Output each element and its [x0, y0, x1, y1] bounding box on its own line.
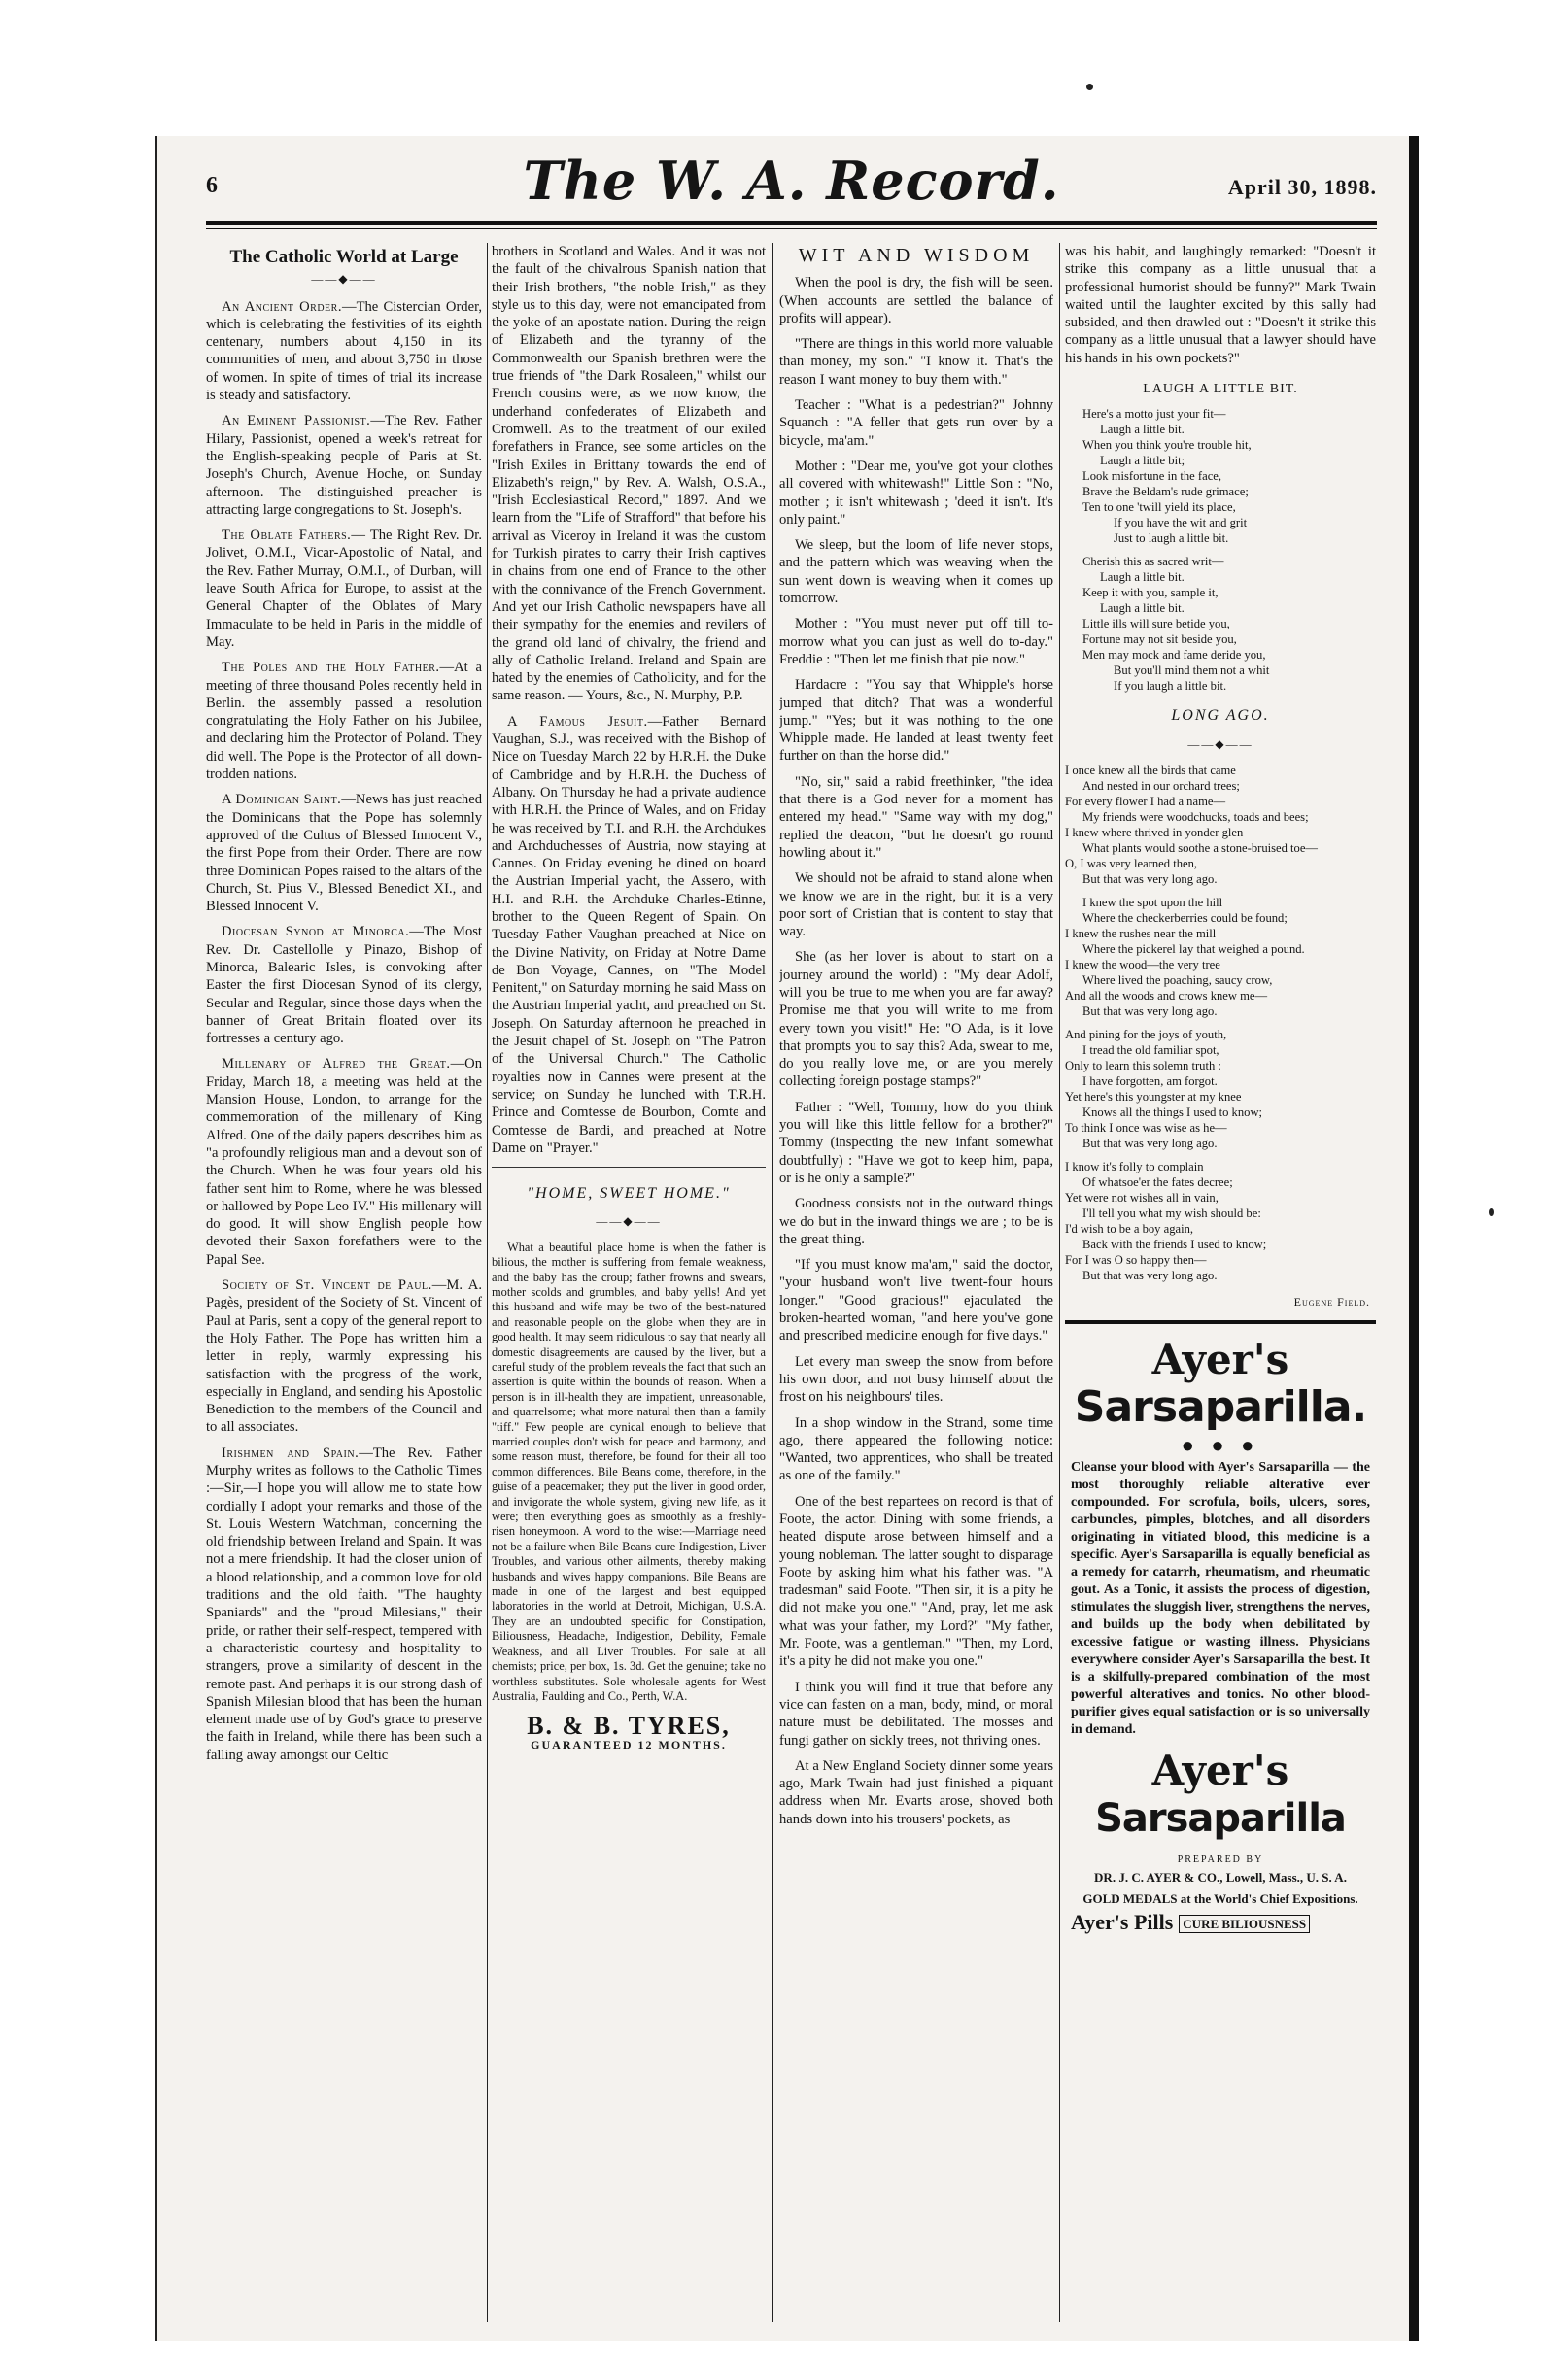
poem-line: When you think you're trouble hit,: [1082, 438, 1252, 453]
item-lead: Millenary of Alfred the Great.: [222, 1056, 451, 1072]
ornament-divider-icon: ——◆——: [1187, 736, 1253, 751]
item-text: —On Friday, March 18, a meeting was held at the Mansion House, London, to arrange for the commemoration of the millenary of King Alfred. One of the daily papers describes him as "a profoundly religious man and a devout son of the Church. When he was four years old his father sent him to Rome, where he was blessed or hallowed by Pope Leo IV." His millenary will do good. It will show English people how devoted their Saxon forefathers were to the Papal See.: [206, 1056, 482, 1268]
poem-author: Eugene Field.: [1293, 1294, 1370, 1309]
poem-line: Knows all the things I used to know;: [1082, 1105, 1263, 1119]
poem-line: I knew where thrived in yonder glen: [1065, 825, 1244, 839]
item-lead: An Ancient Order.: [222, 298, 342, 315]
print-speck: [1489, 1208, 1494, 1216]
tyres-title: B. & B. TYRES,: [527, 1712, 731, 1741]
poem-line: Where the pickerel lay that weighed a pound.: [1082, 941, 1305, 956]
wit-paragraph: Teacher : "What is a pedestrian?" Johnny Squanch : "A feller that gets run over by a bicycle, ma'am.": [779, 397, 1053, 449]
news-item: [206, 527, 482, 651]
tyres-advert: [492, 1712, 766, 1753]
poem-line: Men may mock and fame deride you,: [1082, 648, 1266, 663]
ad-pills-name: Ayer's Pills: [1071, 1910, 1174, 1935]
page-number: 6: [206, 173, 218, 198]
poem-line: But that was very long ago.: [1082, 1268, 1218, 1282]
news-items: [206, 298, 482, 1764]
poem-line: But that was very long ago.: [1082, 1003, 1218, 1018]
item-text: —At a meeting of three thousand Poles recently held in Berlin. the assembly passed a resolution congratulating the Holy Father on his Jubilee, and declaring him the Protector of Poland. They did well. The Pope is the Protector of all down-trodden nations.: [206, 660, 482, 783]
masthead: [206, 146, 1377, 223]
item-lead: A Dominican Saint.: [222, 792, 342, 808]
poem-line: For I was O so happy then—: [1065, 1252, 1207, 1267]
news-item: [206, 1055, 482, 1269]
item-lead: Society of St. Vincent de Paul.: [222, 1277, 432, 1294]
wit-paragraph: I think you will find it true that before any vice can fasten on a man, body, mind, or moral nature must be debilitated. The mosses and fungi gather on sickly trees, not thriving ones.: [779, 1679, 1053, 1749]
wit-paragraph: She (as her lover is about to start on a journey around the world) : "My dear Adolf, will you be true to me when you are far away? Promise me that you will write to me from every town you visit!" He: "O Ada, is it love that prompts you to say this? Ada, swear to me, do you really love me, or are you merely collecting foreign postage stamps?": [779, 949, 1053, 1090]
poem-line: I once knew all the birds that came: [1065, 763, 1236, 777]
ad-brand-2: Ayer's: [1151, 1746, 1289, 1794]
wit-paragraph: Goodness consists not in the outward things we do but in the inward things we are ; to be is the great thing.: [779, 1196, 1053, 1247]
wit-paragraph: We should not be afraid to stand alone when we know we are in the right, but it is a very poor sort of Cristian that is content to stay that way.: [779, 870, 1053, 940]
ad-pills: [1065, 1910, 1376, 1935]
poem-laugh: [1065, 406, 1376, 694]
ornament-divider-icon: ——◆——: [311, 272, 377, 287]
wit-paragraph: Mother : "Dear me, you've got your clothes all covered with whitewash!" Little Son : "No, mother ; it isn't whitewash ; 'deed it isn't. It's only paint.": [779, 458, 1053, 527]
section-heading: The Catholic World at Large: [229, 247, 459, 267]
poem-line: [1065, 1151, 1376, 1159]
column-divider: [1059, 243, 1060, 2322]
poem-line: And nested in our orchard trees;: [1082, 778, 1240, 793]
poem-line: Laugh a little bit.: [1100, 570, 1184, 585]
column-divider: [772, 243, 773, 2322]
news-item: [206, 923, 482, 1047]
newspaper-title: The W. A. Record.: [523, 150, 1060, 212]
column-four: [1065, 243, 1376, 2322]
masthead-rule: [206, 221, 1377, 225]
ornament-divider-icon: ——◆——: [596, 1214, 662, 1229]
poem-line: But that was very long ago.: [1082, 1136, 1218, 1150]
ad-dots: ● ● ●: [1181, 1433, 1260, 1458]
item-lead: A Famous Jesuit.: [507, 713, 648, 730]
poem-line: Yet here's this youngster at my knee: [1065, 1089, 1242, 1104]
item-lead: The Oblate Fathers.: [222, 527, 352, 544]
poem-line: To think I once was wise as he—: [1065, 1120, 1227, 1135]
newspaper-page: [155, 136, 1419, 2341]
poem-line: Where the checkerberries could be found;: [1082, 910, 1288, 925]
poem-line: Ten to one 'twill yield its place,: [1082, 500, 1236, 515]
column-wit-and-wisdom: [779, 243, 1053, 2322]
item-text: —The Cistercian Order, which is celebrating the festivities of its eighth centenary, numbers about 4,150 in its communities of men, and about 3,750 in those of women. In spite of times of trial its increase is steady and satisfactory.: [206, 298, 482, 404]
column-divider: [487, 243, 488, 2322]
poem-line: But that was very long ago.: [1082, 871, 1218, 886]
issue-date: April 30, 1898.: [1227, 175, 1377, 199]
poem-line: For every flower I had a name—: [1065, 794, 1226, 808]
poem-line: Here's a motto just your fit—: [1082, 407, 1226, 422]
ayers-advert: [1065, 1338, 1376, 1933]
wit-paragraphs: [779, 274, 1053, 1828]
poem-title: LONG AGO.: [1171, 707, 1270, 725]
poem-line: [1065, 887, 1376, 895]
divider: [492, 1167, 766, 1168]
poem-line: Yet were not wishes all in vain,: [1065, 1190, 1219, 1205]
poem-long-ago: [1065, 763, 1376, 1283]
article-continued: brothers in Scotland and Wales. And it was not the fault of the chivalrous Spanish nation that their Irish brothers, "the noble Irish," as they style us to this day, were not emancipated from the yoke of an apostate nation. During the reign of Elizabeth and the tyranny of the Commonwealth our Spanish brethren were the true friends of "the Dark Rosaleen," whilst our French cousins were, as we now know, the underhand confederates of Elizabeth and Cromwell. As to the treatment of our exiled forefathers in France, see some articles on the "Irish Exiles in Brittany towards the end of Elizabeth's reign," by Rev. A. Walsh, O.S.A., "Irish Ecclesiastical Record," 1897. And we learn from the "Life of Strafford" that before his arrival as Viceroy in Ireland it was the custom for Turkish pirates to carry their Irish captives in chains from one end of France to the other with the connivance of the French Government. And yet our Irish Catholic newspapers have all their sympathy for the enemies and revilers of the grand old land of chivalry, the friend and ally of Catholic Ireland. Ireland and Spain are hated by the enemies of Catholicity, and for the same reason. — Yours, &c., N. Murphy, P.P.: [492, 244, 766, 704]
wit-paragraph: When the pool is dry, the fish will be seen. (When accounts are settled the balance of profits will appear).: [779, 275, 1053, 326]
ad-product: Sarsaparilla.: [1074, 1382, 1367, 1433]
wit-paragraph: Father : "Well, Tommy, how do you think you will like this little fellow for a brother?" Tommy (inspecting the new infant somewhat doubtfully) : "Have we got to keep him, papa, or is he only a sample?": [779, 1099, 1053, 1186]
poem-line: Only to learn this solemn truth :: [1065, 1058, 1221, 1072]
item-lead: Diocesan Synod at Minorca.: [222, 924, 410, 940]
poem-line: Little ills will sure betide you,: [1082, 617, 1230, 631]
wit-paragraph: Hardacre : "You say that Whipple's horse jumped that ditch? That was a wonderful jump." "Yes; but it was nothing to the one Whipple made. He landed at least twenty feet further on than the horse did.": [779, 677, 1053, 765]
ad-body: Cleanse your blood with Ayer's Sarsaparilla — the most thoroughly reliable alterative ever compounded. For scrofula, boils, ulcers, sores, carbuncles, pimples, blotches, and all disorders originating in vitiated blood, this medicine is a specific. Ayer's Sarsaparilla is equally beneficial as a remedy for catarrh, rheumatism, and rheumatic gout. As a Tonic, it assists the process of digestion, stimulates the sluggish liver, strengthens the nerves, and builds up the body when debilitated by excessive fatigue or wasting illness. Physicians everywhere consider Ayer's Sarsaparilla the best. It is a skilfully-prepared combination of the most powerful alteratives and tonics. No other blood-purifier gives equal satisfaction or is so universally in demand.: [1071, 1459, 1370, 1737]
wit-paragraph: One of the best repartees on record is that of Foote, the actor. Dining with some friends, a heated dispute arose between himself and a young nobleman. The latter sought to disparage Foote by asking him what his father was. "A tradesman" said Foote. "Then sir, it is a pity he did not make you one." "And, pray, let me ask what was your father, my Lord?" "My father, Mr. Foote, was a gentleman." "Then, my Lord, it's a pity he did not make you one.": [779, 1493, 1053, 1670]
ad-maker: DR. J. C. AYER & CO., Lowell, Mass., U. S. A.: [1094, 1869, 1347, 1885]
poem-line: Where lived the poaching, saucy crow,: [1082, 972, 1273, 987]
poem-line: Of whatsoe'er the fates decree;: [1082, 1174, 1233, 1189]
poem-line: I knew the wood—the very tree: [1065, 957, 1220, 971]
poem-line: But you'll mind them not a whit: [1114, 663, 1270, 678]
item-text: —M. A. Pagès, president of the Society of St. Vincent of Paul at Paris, sent a copy of the general report to the Holy Father. The Pope has written him a letter in reply, warmly expressing his satisfaction with the progress of the work, especially in England, and sending his Apostolic Benediction to the members of the Council and to all associates.: [206, 1277, 482, 1436]
wit-paragraph: "If you must know ma'am," said the doctor, "your husband won't live twent-four hours longer." "Good gracious!" ejaculated the broken-hearted woman, "and here you've gone and prescribed medicine enough for five days.": [779, 1257, 1053, 1344]
wit-paragraph: In a shop window in the Strand, some time ago, there appeared the following notice: "Wanted, two apprentices, who shall be treated as one of the family.": [779, 1414, 1053, 1484]
poem-line: Back with the friends I used to know;: [1082, 1237, 1267, 1251]
poem-line: I knew the rushes near the mill: [1065, 926, 1217, 940]
poem-line: [1065, 546, 1376, 554]
poem-line: I'd wish to be a boy again,: [1065, 1221, 1194, 1236]
tyres-subtitle: GUARANTEED 12 MONTHS.: [531, 1737, 727, 1751]
news-item: [206, 412, 482, 519]
poem-line: I know it's folly to complain: [1065, 1159, 1204, 1173]
poem-line: Keep it with you, sample it,: [1082, 586, 1219, 600]
item-text: —News has just reached the Dominicans that the Pope has solemnly approved of the Cultus of Blessed Innocent V., the first Pope from their Order. There are now three Dominican Popes raised to the altars of the Church, St. Pius V., Blessed Benedict XI., and Blessed Innocent V.: [206, 792, 482, 915]
poem-line: O, I was very learned then,: [1065, 856, 1198, 870]
ad-prepared-by: PREPARED BY: [1177, 1853, 1264, 1865]
poem-title: LAUGH A LITTLE BIT.: [1143, 382, 1298, 397]
poem-line: Cherish this as sacred writ—: [1082, 555, 1224, 569]
advert-heading: "HOME, SWEET HOME.": [527, 1185, 731, 1203]
poem-line: Brave the Beldam's rude grimace;: [1082, 485, 1249, 499]
news-item: [206, 298, 482, 405]
item-text: —The Rev. Father Murphy writes as follows to the Catholic Times :—Sir,—I hope you will allow me to state how cordially I adopt your remarks and those of the St. Louis Western Watchman, concerning the old friendship between Ireland and Spain. It was not a mere friendship. It had the closer union of a blood relationship, and a common love for old traditions and the old faith. "The haughty Spaniards" and the "proud Milesians," their pride, or rather their self-respect, tempered with a characteristic courtesy and hospitality to strangers, prove a similarity of descent in the remote past. And perhaps it is our strong dash of Spanish Milesian blood that has been the human element made use of by God's grace to preserve the faith in Ireland, while there has been such a falling away amongst our Celtic: [206, 1445, 482, 1763]
poem-line: I have forgotten, am forgot.: [1082, 1073, 1218, 1088]
poem-line: Laugh a little bit.: [1100, 601, 1184, 616]
wit-paragraph: Mother : "You must never put off till to-morrow what you can just as well do to-day." Freddie : "Then let me finish that pie now.": [779, 616, 1053, 667]
column-catholic-world: [206, 243, 482, 2322]
ad-product-2: Sarsaparilla: [1095, 1795, 1346, 1841]
wit-paragraph: Let every man sweep the snow from before his own door, and not busy himself about the frost on his neighbours' tiles.: [779, 1353, 1053, 1406]
poem-line: I'll tell you what my wish should be:: [1082, 1206, 1261, 1220]
item-text: —Father Bernard Vaughan, S.J., was received with the Bishop of Nice on Tuesday March 22 by H.R.H. the Duke of Cambridge and by H.R.H. the Duchess of Albany. On Thursday he had a private audience with H.R.H. the Prince of Wales, and on Friday he was received by T.I. and R.H. the Archdukes and Archduchesses of Austria, now staying at Cannes. On Friday evening he dined on board the Austrian Imperial yacht, the Assero, with H.I. and R.H. the Archduke Charles-Etinne, brother to the Queen Regent of Spain. On Tuesday Father Vaughan preached at Nice on the Divine Nativity, on Friday at Notre Dame de Bon Voyage, Cannes, on "The Model Penitent," on Saturday morning he said Mass on the Austrian Imperial yacht, and preached on St. Joseph. On Saturday afternoon he preached in the Jesuit chapel of St. Joseph on "The Patron of the Universal Church." The Catholic royalties now in Cannes were present at the service; on Sunday he lunched with T.R.H. Prince and Comtesse de Bourbon, Comte and Comtesse de Bardi, and preached at Notre Dame on "Prayer.": [492, 713, 766, 1156]
item-text: —The Rev. Father Hilary, Passionist, opened a week's retreat for the English-speaking people of Paris at St. Joseph's Church, Avenue Hoche, on Sunday afternoon. The distinguished preacher is attracting large congregations to St. Joseph's.: [206, 413, 482, 518]
poem-line: If you have the wit and grit: [1114, 516, 1248, 530]
poem-line: I tread the old familiar spot,: [1082, 1042, 1219, 1057]
poem-line: [1065, 1019, 1376, 1027]
ad-medals: GOLD MEDALS at the World's Chief Expositions.: [1082, 1891, 1358, 1907]
poem-line: Just to laugh a little bit.: [1114, 531, 1229, 546]
ad-brand: Ayer's: [1151, 1336, 1289, 1384]
news-item: [492, 713, 766, 1157]
wit-paragraph: "There are things in this world more valuable than money, my son." "I know it. That's the reason I want money to buy them with.": [779, 336, 1053, 388]
poem-line: If you laugh a little bit.: [1114, 679, 1227, 694]
news-item: [206, 791, 482, 915]
news-item: [206, 1276, 482, 1437]
column-two: [492, 243, 766, 2322]
poem-line: Laugh a little bit.: [1100, 423, 1184, 437]
poem-line: Fortune may not sit beside you,: [1082, 632, 1237, 647]
news-item: [206, 659, 482, 783]
poem-line: I knew the spot upon the hill: [1082, 895, 1223, 909]
poem-line: My friends were woodchucks, toads and bees;: [1082, 809, 1309, 824]
item-text: — The Right Rev. Dr. Jolivet, O.M.I., Vicar-Apostolic of Natal, and the Rev. Father Murray, O.M.I., of Durban, will leave South Africa for Europe, to assist at the General Chapter of the Oblates of Mary Immaculate to be held in Paris in the middle of May.: [206, 527, 482, 650]
poem-line: Look misfortune in the face,: [1082, 469, 1222, 484]
wit-paragraph: We sleep, but the loom of life never stops, and the pattern which was weaving when the sun went down is weaving when it comes up tomorrow.: [779, 537, 1053, 607]
advert-rule: [1065, 1320, 1376, 1324]
poem-line: And all the woods and crows knew me—: [1065, 988, 1268, 1003]
item-lead: The Poles and the Holy Father.: [222, 660, 440, 676]
item-text: —The Most Rev. Dr. Castellolle y Pinazo, Bishop of Minorca, Balearic Isles, is convoking after Easter the first Diocesan Synod of its clergy, Secular and Regular, since those days when the banner of Great Britain floated over its fortresses a century ago.: [206, 924, 482, 1047]
advert-text: What a beautiful place home is when the father is bilious, the mother is suffering from female weakness, and the baby has the croup; father frowns and swears, mother scolds and grumbles, and baby yells! And yet this husband and wife may be two of the best-natured and reasonable people on the globe when they are in good health. It may seem ridiculous to say that nearly all domestic disagreements are caused by the liver, but a careful study of the problem reveals the fact that such an assertion is quite within the bounds of reason. When a person is in ill-health they are impatient, unreasonable, and quarrelsome; what more natural then than a family "tiff." Few people are cynical enough to believe that married couples don't wish for peace and harmony, and some reason must, therefore, be found for their all too common differences. Bile Beans come, therefore, in the guise of a peacemaker; they put the liver in good order, and invigorate the whole system, giving new life, as it were; then everything goes as smoothly as a freshly-risen honeymoon. A word to the wise:—Marriage need not be a failure when Bile Beans cure Indigestion, Liver Troubles, and various other ailments, thereby making husbands and wives happy companions. Bile Beans are made in one of the largest and best equipped laboratories in the world at Detroit, Michigan, U.S.A. They are an undoubted specific for Constipation, Biliousness, Headache, Indigestion, Debility, Female Weakness, and all Liver Troubles. For sale at all chemists; price, per box, 1s. 3d. Get the genuine; take no worthless substitutes. Sole wholesale agents for West Australia, Faulding and Co., Perth, W.A.: [492, 1240, 766, 1703]
masthead-rule-thin: [206, 228, 1377, 229]
ad-pills-cure: CURE BILIOUSNESS: [1179, 1915, 1310, 1933]
item-lead: An Eminent Passionist.: [222, 413, 371, 429]
poem-line: Laugh a little bit;: [1100, 454, 1185, 468]
poem-line: And pining for the joys of youth,: [1065, 1027, 1227, 1041]
poem-line: What plants would soothe a stone-bruised toe—: [1082, 840, 1319, 855]
wit-paragraph: "No, sir," said a rabid freethinker, "the idea that there is a God never for a moment has entered my head." "Same way with my dog," replied the deacon, "but he doesn't go round howling about it.": [779, 773, 1053, 861]
article-continued: was his habit, and laughingly remarked: "Doesn't it strike this company as a little unusual that a professional humorist should be funny?" Mark Twain waited until the laughter excited by this sally had subsided, and then drawled out : "Doesn't it strike this company as a little unusual that a lawyer should have his hands in his own pockets?": [1065, 244, 1376, 366]
news-item: [206, 1445, 482, 1764]
item-lead: Irishmen and Spain.: [222, 1445, 360, 1461]
print-speck: [1086, 84, 1093, 90]
section-heading: WIT AND WISDOM: [798, 245, 1035, 266]
wit-paragraph: At a New England Society dinner some years ago, Mark Twain had just finished a piquant address when Mr. Evarts arose, shoved both hands down into his trousers' pockets, as: [779, 1757, 1053, 1827]
